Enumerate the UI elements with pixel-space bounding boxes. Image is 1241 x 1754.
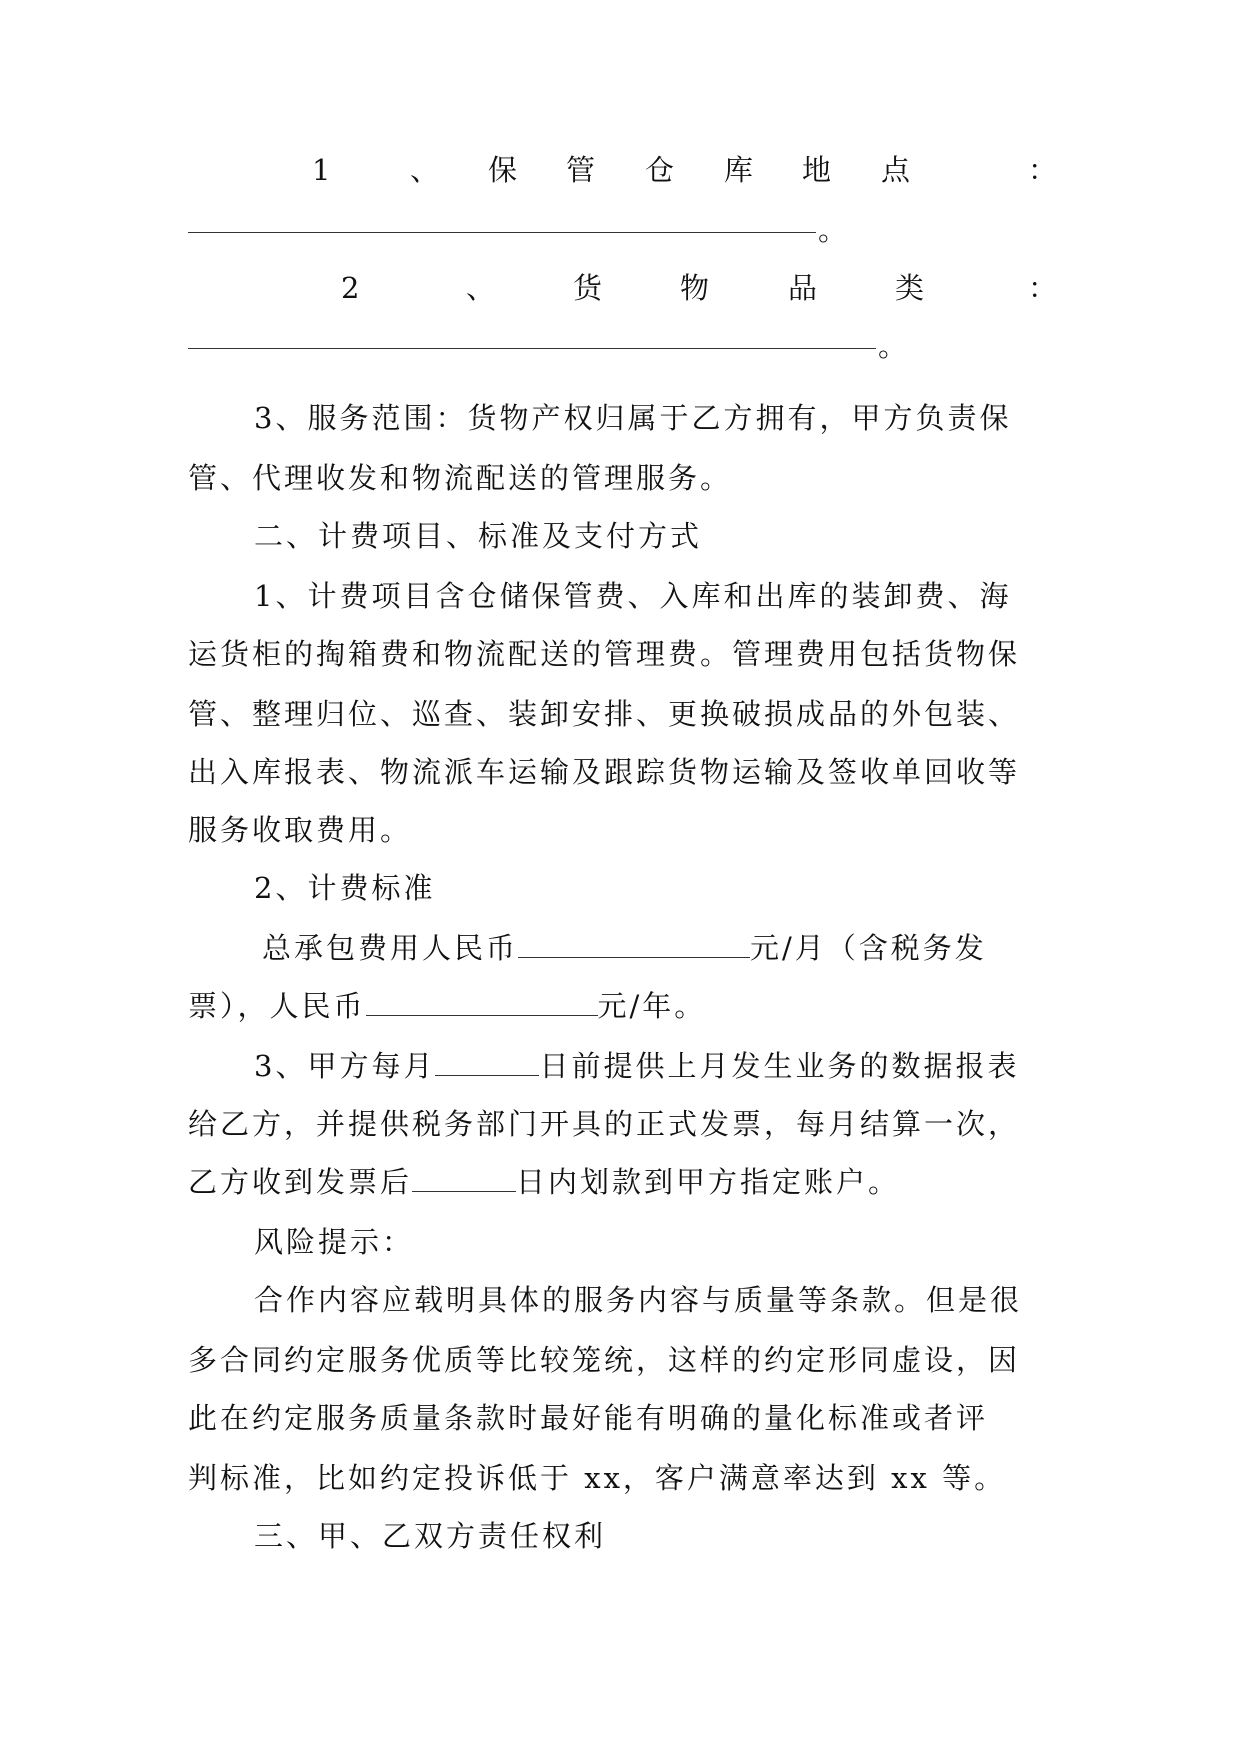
- item1-char: 管: [566, 153, 596, 187]
- payment-day-blank[interactable]: [412, 1167, 516, 1192]
- settlement-line-1: [254, 1046, 1019, 1086]
- item1-period: 。: [818, 213, 848, 247]
- risk-line-4: 判标准，比如约定投诉低于 xx，客户满意率达到 xx 等。: [188, 1461, 1007, 1495]
- risk-line-3: 此在约定服务质量条款时最好能有明确的量化标准或者评: [188, 1401, 989, 1435]
- fee-items-line-3: 管、整理归位、巡查、装卸安排、更换破损成品的外包装、: [188, 697, 1021, 731]
- settlement-label: 3、甲方每月: [254, 1049, 436, 1083]
- item2-char: 货: [573, 271, 603, 305]
- fee-items-line-2: 运货柜的掏箱费和物流配送的管理费。管理费用包括货物保: [188, 637, 1021, 671]
- risk-title: 风险提示：: [254, 1225, 415, 1259]
- item1-char: 地: [802, 153, 832, 187]
- item2-char: 2: [341, 271, 360, 305]
- item2-fill-line: [188, 326, 948, 366]
- annual-fee-label: 票），人民币: [188, 989, 366, 1023]
- item1-char: 1: [312, 153, 331, 187]
- payment-label: 乙方收到发票后: [188, 1165, 413, 1199]
- total-fee-line-1: [262, 928, 987, 968]
- item1-fill-line: [188, 210, 888, 250]
- item2-period: 。: [878, 329, 908, 363]
- monthly-amount-blank[interactable]: [518, 933, 750, 958]
- item2-heading: [188, 268, 1068, 308]
- item2-char: 品: [788, 271, 818, 305]
- item1-char: 库: [724, 153, 754, 187]
- settlement-line-2: 给乙方，并提供税务部门开具的正式发票，每月结算一次，: [188, 1107, 1021, 1141]
- payment-text: 日内划款到甲方指定账户。: [516, 1165, 901, 1199]
- item2-char: 、: [466, 271, 496, 305]
- report-day-blank[interactable]: [435, 1051, 539, 1076]
- total-fee-label: 总承包费用人民币: [262, 931, 519, 965]
- item1-char: ：: [1028, 153, 1058, 187]
- annual-unit-text: 元/年。: [597, 989, 707, 1023]
- monthly-unit-text: 元/月（含税务发: [750, 931, 987, 965]
- service-scope-line-1: 3、服务范围：货物产权归属于乙方拥有，甲方负责保: [254, 401, 1012, 435]
- service-scope-line-2: 管、代理收发和物流配送的管理服务。: [188, 461, 733, 495]
- risk-line-1: 合作内容应载明具体的服务内容与质量等条款。但是很: [254, 1283, 1023, 1317]
- fee-items-line-4: 出入库报表、物流派车运输及跟踪货物运输及签收单回收等: [188, 755, 1021, 789]
- item2-blank: [188, 348, 876, 349]
- item1-heading: [188, 150, 1068, 190]
- item1-char: 点: [881, 153, 911, 187]
- section-2-heading: 二、计费项目、标准及支付方式: [254, 519, 703, 553]
- risk-line-2: 多合同约定服务优质等比较笼统，这样的约定形同虚设，因: [188, 1343, 1021, 1377]
- settlement-line-3: [188, 1162, 900, 1202]
- section-3-heading: 三、甲、乙双方责任权利: [254, 1519, 607, 1553]
- fee-standard-heading: 2、计费标准: [254, 871, 436, 905]
- annual-amount-blank[interactable]: [366, 991, 598, 1016]
- item1-blank: [188, 232, 816, 233]
- total-fee-line-2: [188, 986, 706, 1026]
- item1-char: 仓: [645, 153, 675, 187]
- fee-items-line-1: 1、计费项目含仓储保管费、入库和出库的装卸费、海: [254, 579, 1012, 613]
- item1-char: 保: [488, 153, 518, 187]
- item1-char: 、: [410, 153, 440, 187]
- item2-char: 类: [895, 271, 925, 305]
- settlement-text: 日前提供上月发生业务的数据报表: [539, 1049, 1020, 1083]
- item2-char: ：: [1028, 271, 1058, 305]
- fee-items-line-5: 服务收取费用。: [188, 813, 413, 847]
- item2-char: 物: [680, 271, 710, 305]
